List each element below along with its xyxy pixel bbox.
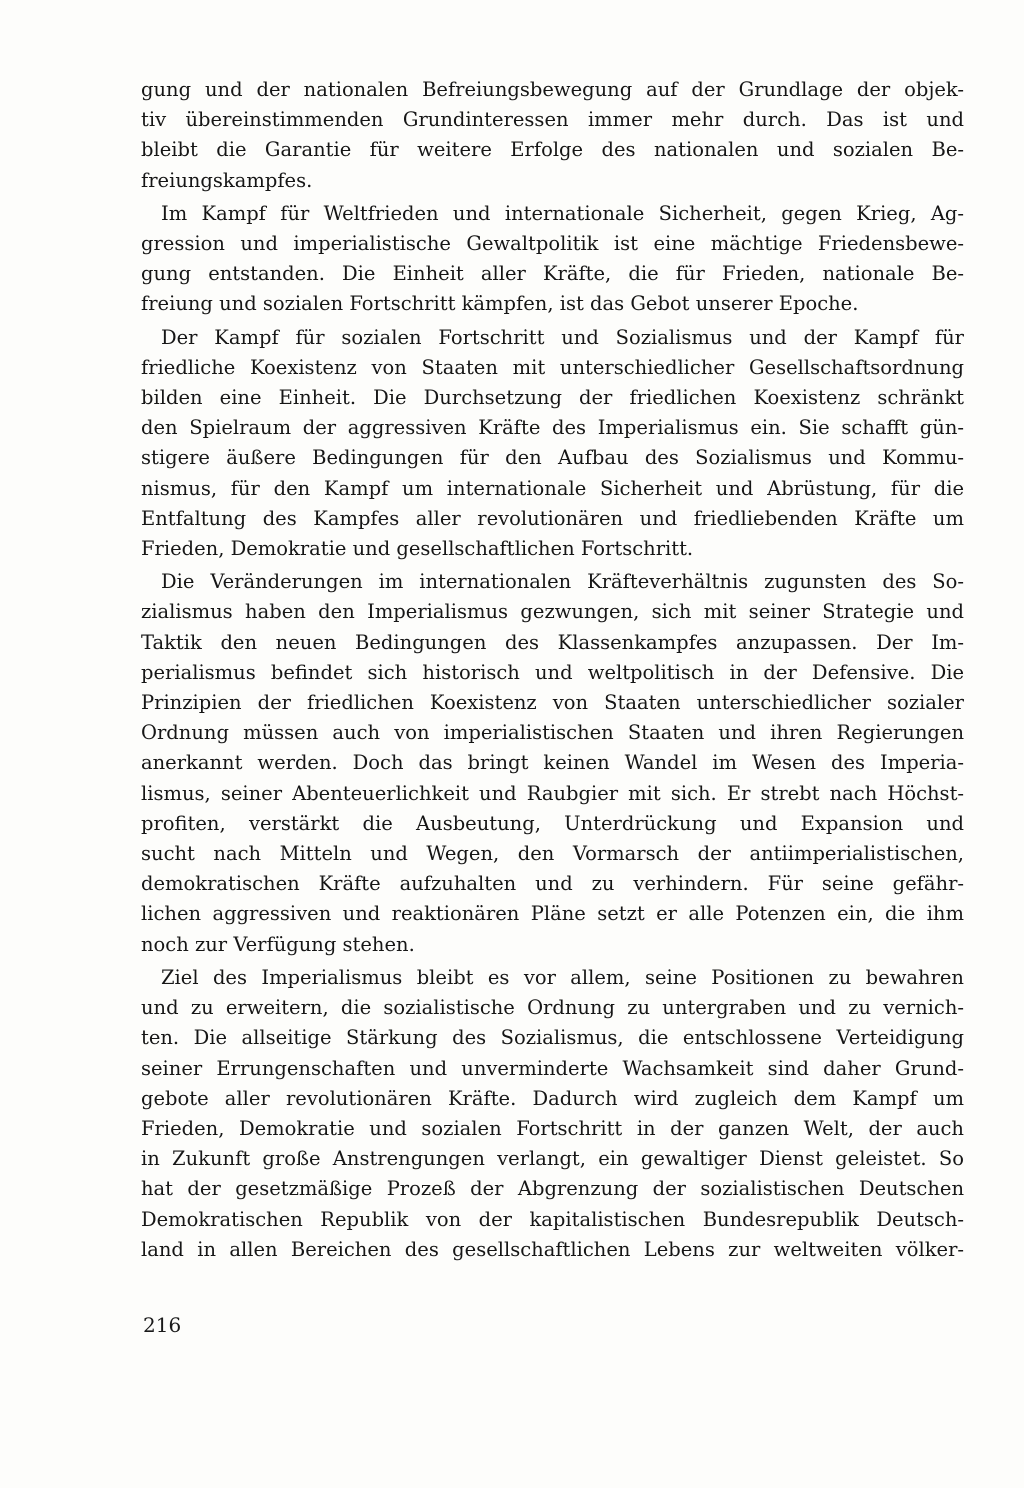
text-line: profiten, verstärkt die Ausbeutung, Unterdrückung und Expansion und — [141, 811, 964, 835]
text-line: in Zukunft große Anstrengungen verlangt, ein gewaltiger Dienst geleistet. So — [141, 1147, 964, 1171]
text-line: freiung und sozialen Fortschritt kämpfen, ist das Gebot unserer Epoche. — [141, 292, 859, 316]
paragraph-5 — [141, 963, 964, 1265]
text-line: gebote aller revolutionären Kräfte. Dadurch wird zugleich dem Kampf um — [141, 1086, 964, 1110]
text-line: Prinzipien der friedlichen Koexistenz von Staaten unterschiedlicher sozialer — [141, 691, 964, 715]
text-line: ten. Die allseitige Stärkung des Sozialismus, die entschlossene Verteidigung — [141, 1026, 964, 1050]
text-line: und zu erweitern, die sozialistische Ordnung zu untergraben und zu vernich- — [141, 996, 964, 1020]
paragraph-4 — [141, 567, 964, 960]
text-line: Der Kampf für sozialen Fortschritt und Sozialismus und der Kampf für — [161, 325, 964, 349]
text-line: land in allen Bereichen des gesellschaftlichen Lebens zur weltweiten völker- — [141, 1237, 964, 1261]
paragraph-2 — [141, 199, 964, 320]
page-number: 216 — [143, 1313, 182, 1337]
text-line: bleibt die Garantie für weitere Erfolge des nationalen und sozialen Be- — [141, 138, 964, 162]
text-line: zialismus haben den Imperialismus gezwungen, sich mit seiner Strategie und — [141, 600, 964, 624]
text-line: Im Kampf für Weltfrieden und internationale Sicherheit, gegen Krieg, Ag- — [161, 201, 964, 225]
text-line: perialismus befindet sich historisch und weltpolitisch in der Defensive. Die — [141, 660, 964, 684]
text-line: tiv übereinstimmenden Grundinteressen immer mehr durch. Das ist und — [141, 108, 964, 132]
paragraph-1 — [141, 75, 964, 196]
text-line: stigere äußere Bedingungen für den Aufbau des Sozialismus und Kommu- — [141, 446, 964, 470]
text-line: Ordnung müssen auch von imperialistischen Staaten und ihren Regierungen — [141, 721, 964, 745]
text-line: anerkannt werden. Doch das bringt keinen Wandel im Wesen des Imperia- — [141, 751, 964, 775]
body-text — [141, 75, 964, 1265]
text-line: lichen aggressiven und reaktionären Pläne setzt er alle Potenzen ein, die ihm — [141, 902, 964, 926]
text-line: gung und der nationalen Befreiungsbewegung auf der Grundlage der objek- — [141, 78, 964, 101]
text-line: noch zur Verfügung stehen. — [141, 932, 415, 956]
text-line: gression und imperialistische Gewaltpolitik ist eine mächtige Friedensbewe- — [141, 232, 964, 256]
text-line: Ziel des Imperialismus bleibt es vor allem, seine Positionen zu bewahren — [161, 965, 964, 989]
text-line: Demokratischen Republik von der kapitalistischen Bundesrepublik Deutsch- — [141, 1207, 964, 1231]
text-line: demokratischen Kräfte aufzuhalten und zu verhindern. Für seine gefähr- — [141, 872, 964, 896]
text-line: nismus, für den Kampf um internationale Sicherheit und Abrüstung, für die — [141, 476, 964, 500]
text-line: Taktik den neuen Bedingungen des Klassenkampfes anzupassen. Der Im- — [141, 630, 964, 654]
text-line: bilden eine Einheit. Die Durchsetzung der friedlichen Koexistenz schränkt — [141, 386, 964, 410]
text-line: Frieden, Demokratie und sozialen Fortschritt in der ganzen Welt, der auch — [141, 1116, 964, 1140]
text-line: lismus, seiner Abenteuerlichkeit und Raubgier mit sich. Er strebt nach Höchst- — [141, 781, 964, 805]
text-line: sucht nach Mitteln und Wegen, den Vormarsch der antiimperialistischen, — [141, 842, 964, 866]
text-line: freiungskampfes. — [141, 168, 313, 192]
text-line: Die Veränderungen im internationalen Kräfteverhältnis zugunsten des So- — [161, 570, 964, 594]
text-line: seiner Errungenschaften und unverminderte Wachsamkeit sind daher Grund- — [141, 1056, 964, 1080]
text-line: Entfaltung des Kampfes aller revolutionären und friedliebenden Kräfte um — [141, 506, 964, 530]
text-line: Frieden, Demokratie und gesellschaftlichen Fortschritt. — [141, 537, 694, 561]
paragraph-3 — [141, 323, 964, 565]
text-line: den Spielraum der aggressiven Kräfte des Imperialismus ein. Sie schafft gün- — [141, 416, 964, 440]
text-line: hat der gesetzmäßige Prozeß der Abgrenzung der sozialistischen Deutschen — [141, 1177, 964, 1201]
text-line: friedliche Koexistenz von Staaten mit unterschiedlicher Gesellschaftsordnung — [141, 355, 964, 379]
text-line: gung entstanden. Die Einheit aller Kräfte, die für Frieden, nationale Be- — [141, 262, 964, 286]
